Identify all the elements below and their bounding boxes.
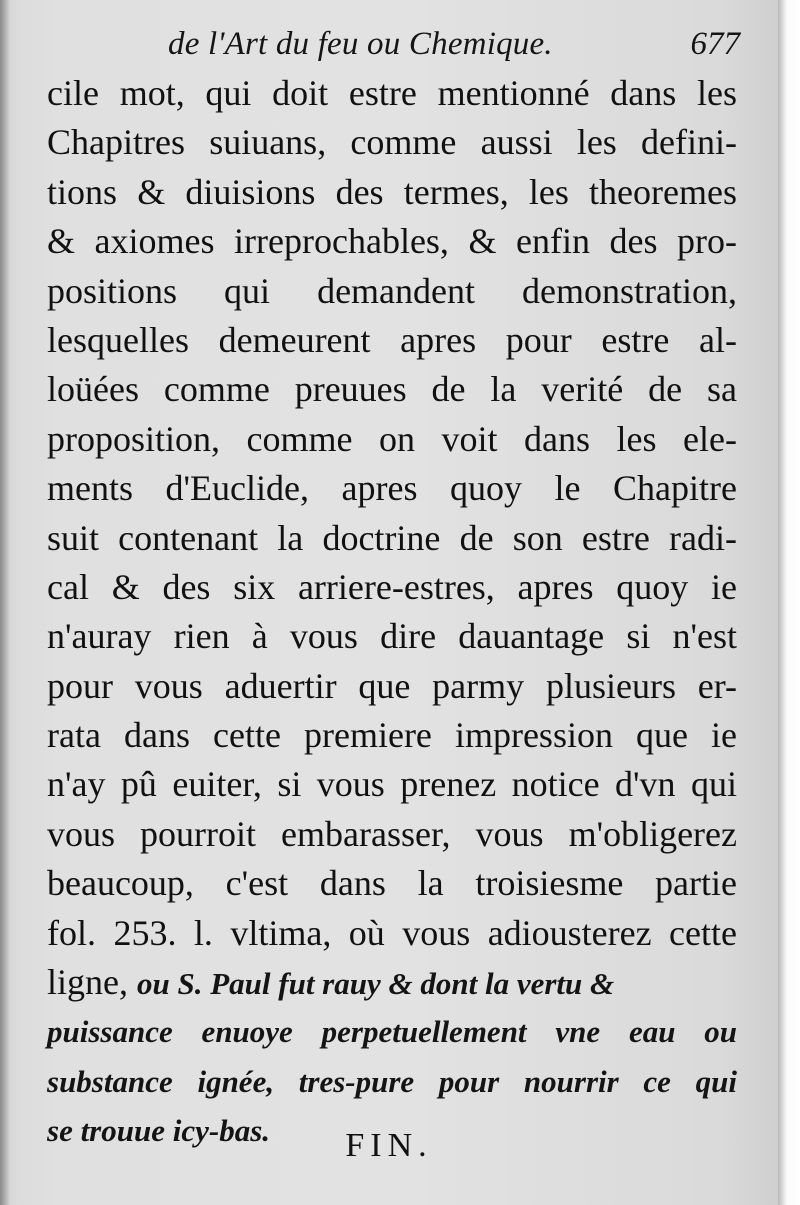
text-line: proposition, comme on voit dans les ele- (47, 418, 737, 459)
text-line: pour vous aduertir que parmy plusieurs er- (47, 665, 737, 706)
page-header (168, 26, 758, 74)
text-line: rata dans cette premiere impression que ie (47, 715, 737, 756)
text-line: ments d'Euclide, apres quoy le Chapitre (47, 468, 737, 509)
text-line: fol. 253. l. vltima, où vous adiousterez cette (47, 912, 737, 953)
text-line: positions qui demandent demonstration, (47, 270, 737, 311)
italic-line: substance ignée, tres-pure pour nourrir ce qui (47, 1063, 737, 1099)
text-line: beaucoup, c'est dans la troisiesme partie (47, 863, 737, 904)
text-line: suit contenant la doctrine de son estre radi- (47, 517, 737, 558)
roman-segment: ligne, (47, 962, 137, 1003)
page-number: 677 (690, 26, 740, 62)
text-line: cile mot, qui doit estre mentionné dans les (47, 73, 737, 113)
text-line: vous pourroit embarasser, vous m'obligerez (47, 813, 737, 854)
text-line: lesquelles demeurent apres pour estre al- (47, 319, 737, 360)
body-text (47, 69, 737, 1156)
running-title: de l'Art du feu ou Chemique. (168, 26, 553, 62)
page-edge (778, 0, 800, 1205)
italic-segment: ou S. Paul fut rauy & dont la vertu & (136, 966, 615, 1002)
text-line: & axiomes irreprochables, & enfin des pro- (47, 221, 737, 262)
text-line: n'ay pû euiter, si vous prenez notice d'vn qui (47, 764, 737, 805)
text-line-mixed (47, 958, 737, 1007)
text-line: tions & diuisions des termes, les theoremes (47, 171, 737, 212)
text-line: Chapitres suiuans, comme aussi les defini- (47, 122, 737, 163)
text-line: cal & des six arriere-estres, apres quoy ie (47, 566, 737, 607)
text-line: loüées comme preuues de la verité de sa (47, 369, 737, 410)
text-line: n'auray rien à vous dire dauantage si n'est (47, 616, 737, 657)
fin-label: FIN. (345, 1127, 433, 1164)
italic-line: se trouue icy-bas. (47, 1113, 271, 1149)
italic-line: puissance enuoye perpetuellement vne eau ou (47, 1014, 737, 1050)
binding-shadow (0, 0, 10, 1205)
